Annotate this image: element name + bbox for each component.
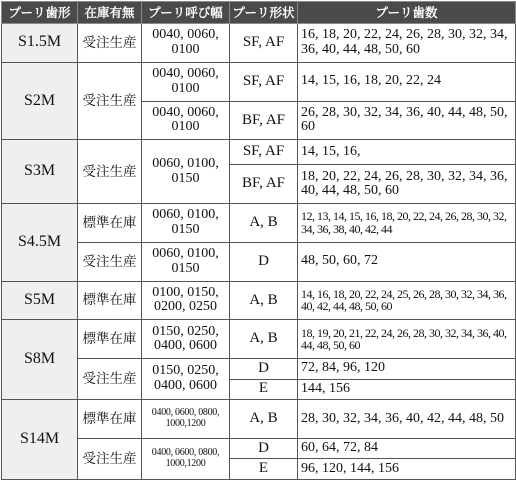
nominal-width-cell: 0040, 0060, 0100 [142, 62, 230, 101]
nominal-width-cell: 0150, 0250, 0400, 0600 [142, 320, 230, 359]
tooth-count-cell: 26, 28, 30, 32, 34, 36, 40, 44, 48, 50, 60 [298, 101, 516, 140]
tooth-count-cell: 48, 50, 60, 72 [298, 242, 516, 281]
pulley-shape-cell: SF, AF [230, 62, 298, 101]
tooth-profile-cell: S3M [2, 140, 78, 204]
pulley-shape-cell: D [230, 359, 298, 380]
tooth-profile-cell: S2M [2, 62, 78, 140]
tooth-profile-cell: S5M [2, 281, 78, 320]
pulley-shape-cell: SF, AF [230, 24, 298, 63]
tooth-count-cell: 60, 64, 72, 84 [298, 438, 516, 459]
nominal-width-cell: 0150, 0250, 0400, 0600 [142, 359, 230, 400]
stock-status-cell: 標準在庫 [78, 320, 142, 359]
pulley-spec-table [1, 1, 516, 480]
tooth-profile-cell: S4.5M [2, 204, 78, 282]
stock-status-cell: 受注生産 [78, 438, 142, 479]
tooth-profile-cell: S8M [2, 320, 78, 400]
tooth-count-cell: 18, 19, 20, 21, 22, 24, 26, 28, 30, 32, 34, 36, 40, 44, 48, 50, 60 [298, 320, 516, 359]
tooth-count-cell: 96, 120, 144, 156 [298, 459, 516, 480]
pulley-shape-cell: E [230, 379, 298, 400]
pulley-shape-cell: A, B [230, 400, 298, 439]
nominal-width-cell: 0060, 0100, 0150 [142, 140, 230, 204]
header-stock-status: 在庫有無 [78, 2, 142, 24]
nominal-width-cell: 0100, 0150, 0200, 0250 [142, 281, 230, 320]
table-row [2, 438, 516, 459]
table-row [2, 359, 516, 380]
header-tooth-count: プーリ歯数 [298, 2, 516, 24]
table-row [2, 242, 516, 281]
tooth-count-cell: 14, 16, 18, 20, 22, 24, 25, 26, 28, 30, 32, 34, 36, 40, 42, 44, 48, 50, 60 [298, 281, 516, 320]
table-row [2, 400, 516, 439]
stock-status-cell: 受注生産 [78, 140, 142, 204]
pulley-shape-cell: D [230, 242, 298, 281]
nominal-width-cell: 0400, 0600, 0800, 1000,1200 [142, 400, 230, 439]
pulley-shape-cell: D [230, 438, 298, 459]
header-pulley-shape: プーリ形状 [230, 2, 298, 24]
table-header-row [2, 2, 516, 24]
table-row [2, 320, 516, 359]
tooth-count-cell: 144, 156 [298, 379, 516, 400]
pulley-shape-cell: SF, AF [230, 140, 298, 165]
tooth-count-cell: 72, 84, 96, 120 [298, 359, 516, 380]
table-row [2, 24, 516, 63]
tooth-count-cell: 28, 30, 32, 34, 36, 40, 42, 44, 48, 50 [298, 400, 516, 439]
nominal-width-cell: 0060, 0100, 0150 [142, 242, 230, 281]
tooth-count-cell: 14, 15, 16, 18, 20, 22, 24 [298, 62, 516, 101]
pulley-shape-cell: A, B [230, 204, 298, 243]
header-tooth-profile: プーリ歯形 [2, 2, 78, 24]
tooth-count-cell: 18, 20, 22, 24, 26, 28, 30, 32, 34, 36, 40, 44, 48, 50, 60 [298, 165, 516, 204]
stock-status-cell: 受注生産 [78, 242, 142, 281]
table-row [2, 281, 516, 320]
pulley-shape-cell: A, B [230, 320, 298, 359]
stock-status-cell: 受注生産 [78, 62, 142, 140]
nominal-width-cell: 0040, 0060, 0100 [142, 24, 230, 63]
tooth-profile-cell: S1.5M [2, 24, 78, 63]
nominal-width-cell: 0400, 0600, 0800, 1000,1200 [142, 438, 230, 479]
tooth-count-cell: 12, 13, 14, 15, 16, 18, 20, 22, 24, 26, 28, 30, 32, 34, 36, 38, 40, 42, 44 [298, 204, 516, 243]
table-row [2, 62, 516, 101]
header-nominal-width: プーリ呼び幅 [142, 2, 230, 24]
pulley-shape-cell: E [230, 459, 298, 480]
tooth-count-cell: 14, 15, 16, [298, 140, 516, 165]
tooth-count-cell: 16, 18, 20, 22, 24, 26, 28, 30, 32, 34, 36, 40, 44, 48, 50, 60 [298, 24, 516, 63]
pulley-shape-cell: A, B [230, 281, 298, 320]
stock-status-cell: 標準在庫 [78, 400, 142, 439]
stock-status-cell: 標準在庫 [78, 281, 142, 320]
table-row [2, 140, 516, 165]
pulley-shape-cell: BF, AF [230, 101, 298, 140]
pulley-shape-cell: BF, AF [230, 165, 298, 204]
stock-status-cell: 受注生産 [78, 359, 142, 400]
nominal-width-cell: 0040, 0060, 0100 [142, 101, 230, 140]
table-row [2, 204, 516, 243]
tooth-profile-cell: S14M [2, 400, 78, 480]
stock-status-cell: 受注生産 [78, 24, 142, 63]
nominal-width-cell: 0060, 0100, 0150 [142, 204, 230, 243]
stock-status-cell: 標準在庫 [78, 204, 142, 243]
